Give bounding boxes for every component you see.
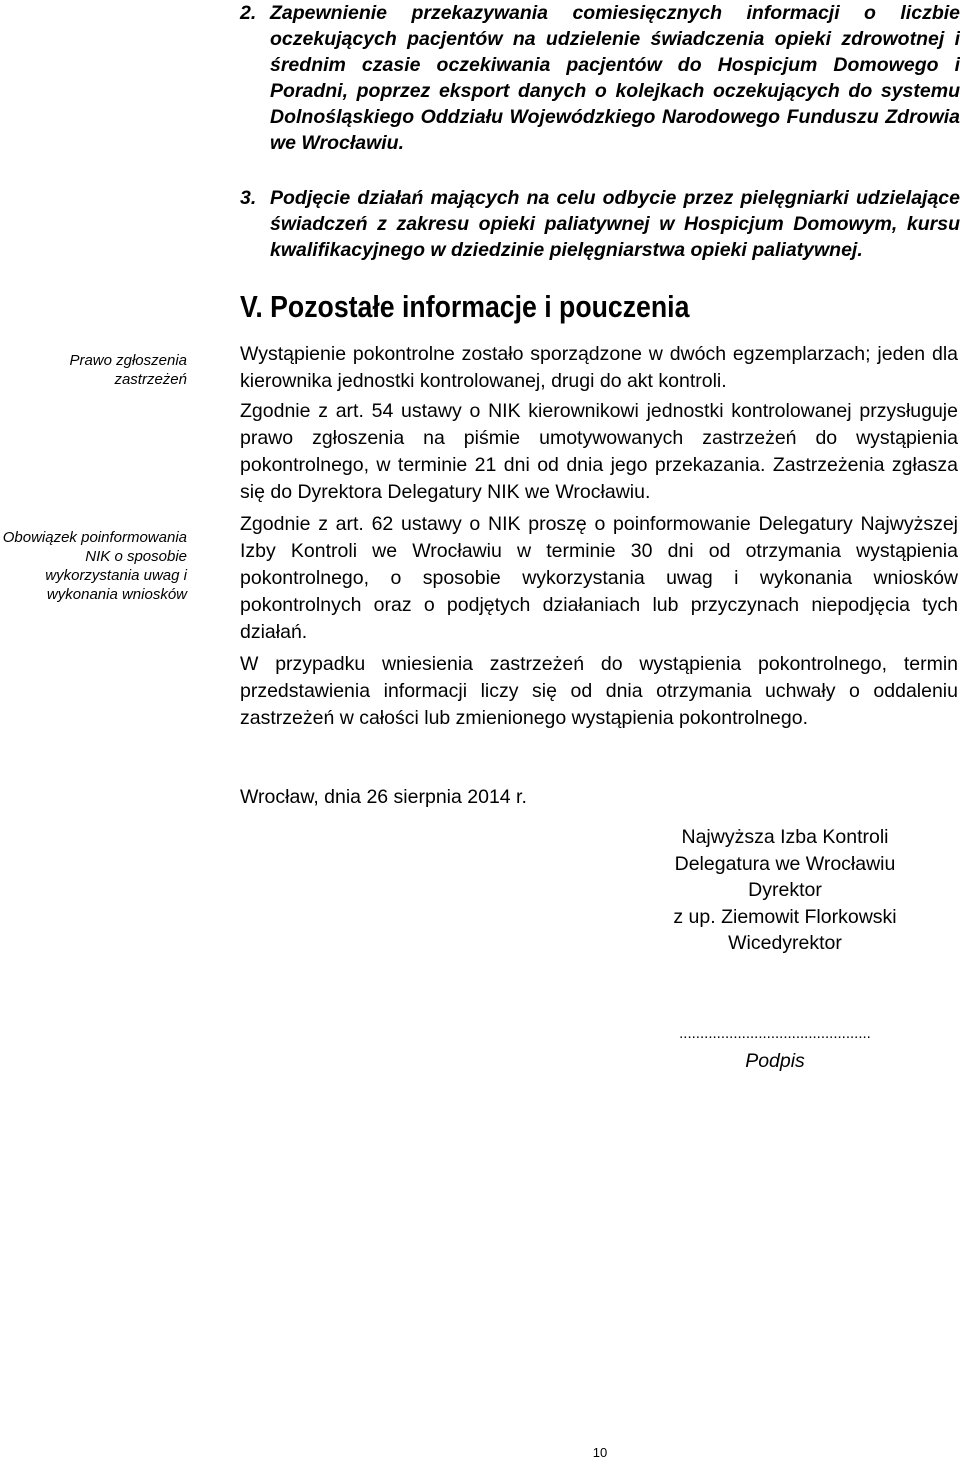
signature-title: Dyrektor — [748, 879, 822, 901]
place-date: Wrocław, dnia 26 sierpnia 2014 r. — [240, 786, 527, 808]
signature-line: .............................................. — [679, 1025, 871, 1042]
recommendation-number: 2. — [240, 2, 257, 24]
section-heading: V. Pozostałe informacje i pouczenia — [240, 289, 690, 324]
signature-block — [640, 824, 930, 957]
paragraph-copies: Wystąpienie pokontrolne zostało sporządzone w dwóch egzemplarzach; jeden dla kierownika jednostki kontrolowanej, drugi do akt kontroli. — [240, 343, 958, 392]
signature-name: z up. Ziemowit Florkowski — [673, 905, 897, 928]
recommendation-text: Podjęcie działań mających na celu odbycie przez pielęgniarki udzielające świadczeń z zakresu opieki paliatywnej w Hospicjum Domowym, kursu kwalifikacyjnego w dziedzinie pielęgniarstwa opieki paliatywnej. — [270, 187, 960, 261]
recommendation-3 — [240, 185, 960, 263]
signature-role: Wicedyrektor — [728, 932, 842, 954]
signature-institution: Najwyższa Izba Kontroli — [681, 826, 889, 848]
paragraph-inform-nik: Zgodnie z art. 62 ustawy o NIK proszę o poinformowanie Delegatury Najwyższej Izby Kontroli we Wrocławiu w terminie 30 dni od otrzymania wystąpienia pokontrolnego, o sposobie wykorzystania uwag i wykonania wniosków pokontrolnych oraz o podjętych działaniach lub przyczynach niepodjęcia tych działań. — [240, 513, 958, 643]
sidebar-note-obligation-to-inform: Obowiązek poinformowania NIK o sposobie wykorzystania uwag i wykonania wniosków — [2, 529, 187, 603]
signature-delegation: Delegatura we Wrocławiu — [674, 852, 896, 875]
paragraph-deadline: W przypadku wniesienia zastrzeżeń do wystąpienia pokontrolnego, termin przedstawienia informacji liczy się od dnia otrzymania uchwały o oddaleniu zastrzeżeń w całości lub zmienionego wystąpienia pokontrolnego. — [240, 653, 958, 729]
recommendation-2 — [240, 0, 960, 156]
signature-label: Podpis — [745, 1050, 805, 1072]
paragraph-objections: Zgodnie z art. 54 ustawy o NIK kierownikowi jednostki kontrolowanej przysługuje prawo zgłoszenia na piśmie umotywowanych zastrzeżeń do wystąpienia pokontrolnego, w terminie 21 dni od dnia jego przekazania. Zastrzeżenia zgłasza się do Dyrektora Delegatury NIK we Wrocławiu. — [240, 400, 958, 503]
recommendation-text: Zapewnienie przekazywania comiesięcznych informacji o liczbie oczekujących pacjentów na udzielenie świadczenia opieki zdrowotnej i średnim czasie oczekiwania pacjentów do Hospicjum Domowego i Poradni, poprzez eksport danych o kolejkach oczekujących do systemu Dolnośląskiego Oddziału Wojewódzkiego Narodowego Funduszu Zdrowia we Wrocławiu. — [270, 2, 960, 154]
sidebar-note-objection-right: Prawo zgłoszenia zastrzeżeń — [69, 352, 187, 388]
page-number: 10 — [592, 1445, 608, 1460]
recommendation-number: 3. — [240, 187, 257, 209]
